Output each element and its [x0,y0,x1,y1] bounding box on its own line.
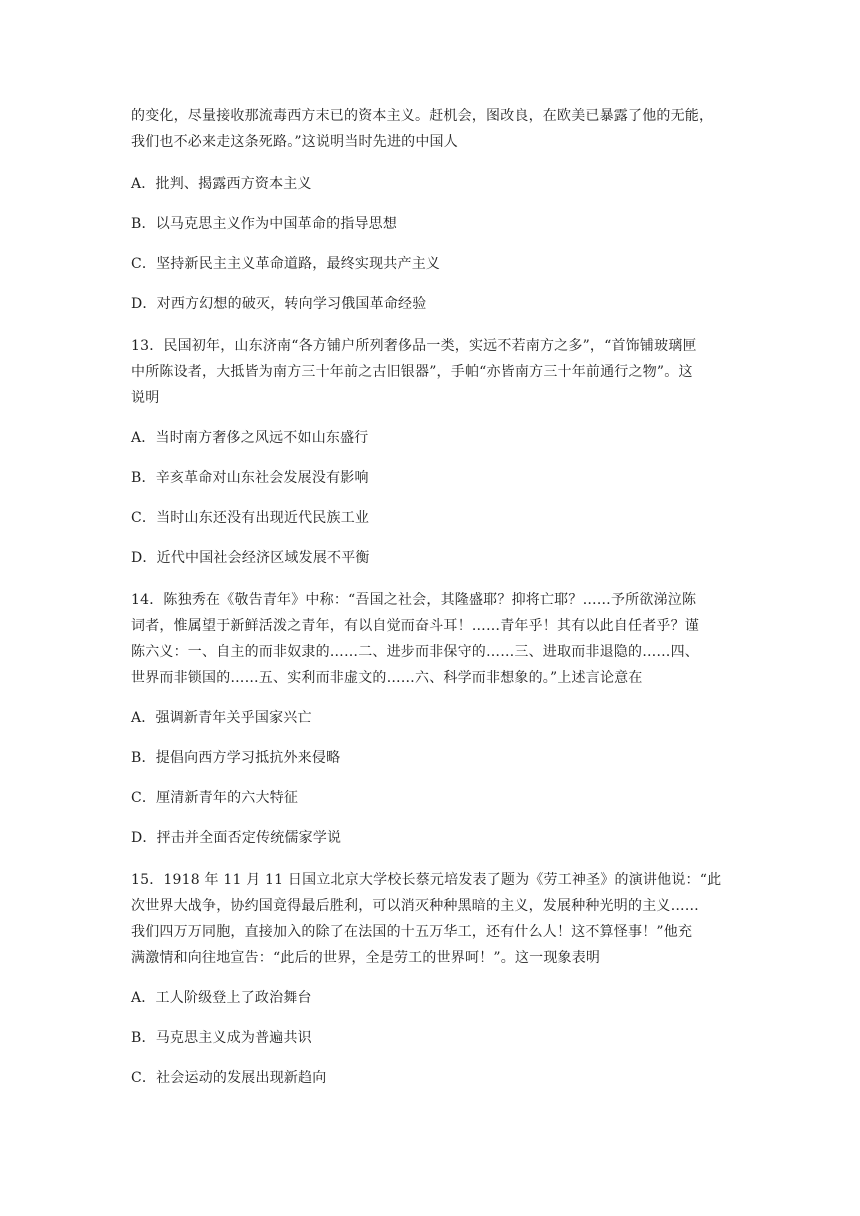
q12-option-b: B．以马克思主义作为中国革命的指导思想 [131,216,398,232]
q15-text-line-3: 我们四万万同胞，直接加入的除了在法国的十五万华工，还有什么人！这不算怪事！”他充 [131,924,693,940]
q12-option-a: A．批判、揭露西方资本主义 [131,176,312,192]
q14-option-b: B．提倡向西方学习抵抗外来侵略 [131,750,341,766]
q14-option-d: D．抨击并全面否定传统儒家学说 [131,830,342,846]
q13-text-line-2: 中所陈设者，大抵皆为南方三十年前之古旧银器”，手帕“亦皆南方三十年前通行之物”。这 [131,364,693,380]
q12-option-c: C．坚持新民主主义革命道路，最终实现共产主义 [131,256,441,272]
q13-option-d: D．近代中国社会经济区域发展不平衡 [131,550,370,566]
q14-text-line-1: 14．陈独秀在《敬告青年》中称：“吾国之社会，其隆盛耶？抑将亡耶？……予所欲涕泣陈 [131,592,697,608]
q14-text-line-2: 词者，惟属望于新鲜活泼之青年，有以自觉而奋斗耳！……青年乎！其有以此自任者乎？谨 [131,618,699,634]
q15-option-c: C．社会运动的发展出现新趋向 [131,1070,327,1086]
q15-option-b: B．马克思主义成为普遍共识 [131,1030,312,1046]
q13-option-a: A．当时南方奢侈之风远不如山东盛行 [131,430,369,446]
q14-text-line-4: 世界而非锁国的……五、实利而非虚文的……六、科学而非想象的。”上述言论意在 [131,670,643,686]
q14-option-c: C．厘清新青年的六大特征 [131,790,299,806]
q13-option-b: B．辛亥革命对山东社会发展没有影响 [131,470,369,486]
q13-text-line-3: 说明 [131,390,160,406]
q13-option-c: C．当时山东还没有出现近代民族工业 [131,510,370,526]
q15-text-line-2: 次世界大战争，协约国竟得最后胜利，可以消灭种种黑暗的主义，发展种种光明的主义…… [131,898,699,914]
q12-text-line-2: 我们也不必来走这条死路。”这说明当时先进的中国人 [131,134,458,150]
q13-text-line-1: 13．民国初年，山东济南“各方铺户所列奢侈品一类，实远不若南方之多”，“首饰铺玻璃匣 [131,338,697,354]
q12-option-d: D．对西方幻想的破灭，转向学习俄国革命经验 [131,296,427,312]
q15-option-a: A．工人阶级登上了政治舞台 [131,990,312,1006]
q12-text-line-1: 的变化，尽量接收那流毒西方末已的资本主义。赶机会，图改良，在欧美已暴露了他的无能， [131,108,714,124]
q14-text-line-3: 陈六义：一、自主的而非奴隶的……二、进步而非保守的……三、进取而非退隐的……四、 [131,644,699,660]
q15-text-line-1: 15．1918 年 11 月 11 日国立北京大学校长蔡元培发表了题为《劳工神圣》的演讲他说：“此 [131,872,722,888]
q14-option-a: A．强调新青年关乎国家兴亡 [131,710,312,726]
q15-text-line-4: 满激情和向往地宣告：“此后的世界，全是劳工的世界呵！”。这一现象表明 [131,950,601,966]
